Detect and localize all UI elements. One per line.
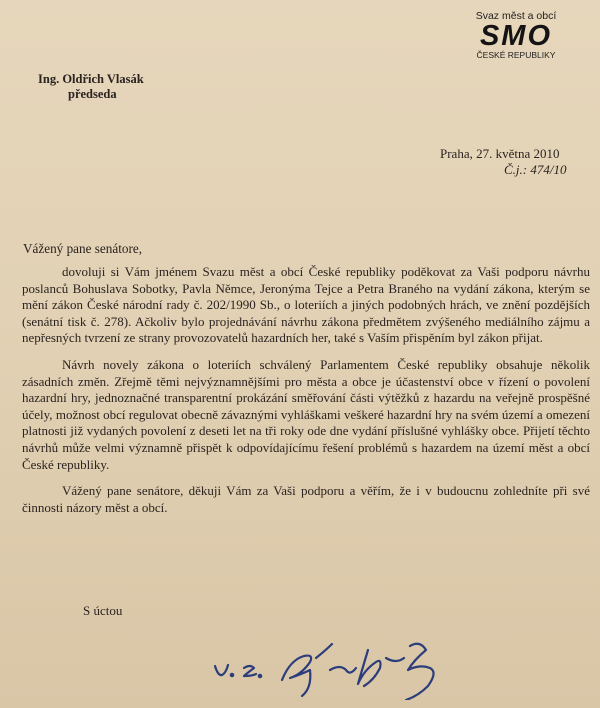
closing: S úctou	[83, 603, 123, 618]
sender-role: předseda	[68, 87, 117, 101]
smo-logo	[466, 10, 566, 60]
body-paragraph: Vážený pane senátore, děkuji Vám za Vaši podporu a věřím, že i v budoucnu zohledníte při své činnosti názory měst a obcí.	[22, 483, 590, 515]
salutation: Vážený pane senátore,	[23, 241, 142, 256]
sender-block	[38, 72, 144, 102]
body-paragraph: Návrh novely zákona o loteriích schválený Parlamentem České republiky obsahuje několik zásadních změn. Zřejmě těmi nejvýznamnějšími pro města a obce je účastenství obce v řízení o povolení hazardní hry, jednoznačné transparentní prokázání směřování části výtěžků z hazardu na veřejně prospěšné účely, možnost obcí regulovat obecně závaznými vyhláškami veškeré hazardní hry na svém území a omezení platnosti již vydaných povolení z deseti let na tři roky ode dne vydání příslušné vyhlášky obce. Přijetí těchto návrhů může velmi významně přispět k odpovídajícímu řešení problémů s hazardem na území měst a obcí České republiky.	[22, 356, 590, 472]
logo-top-text: Svaz měst a obcí	[475, 10, 557, 22]
letter-body	[22, 264, 590, 526]
date-reference-block	[440, 146, 566, 178]
logo-mark: SMO	[479, 20, 553, 52]
body-paragraph: dovoluji si Vám jménem Svazu měst a obcí České republiky poděkovat za Vaši podporu návrhu poslanců Bohuslava Sobotky, Pavla Němce, Jeronýma Tejce a Petra Braného na vydání zákona, kterým se mění zákon České národní rady č. 202/1990 Sb., o loteriích a jiných podobných hrách, ve znění pozdějších (senátní tisk č. 278). Ačkoliv bylo projednávání návrhu zákona předmětem zvýšeného mediálního zájmu a nepřesných tvrzení ze strany provozovatelů hazardních her, také s Vaším přispěním byl zákon přijat.	[22, 264, 590, 346]
handwritten-signature	[210, 638, 480, 700]
date-line: Praha, 27. května 2010	[440, 146, 560, 161]
reference-number: Č.j.: 474/10	[504, 162, 567, 177]
logo-bottom-text: ČESKÉ REPUBLIKY	[476, 50, 556, 60]
sender-name: Ing. Oldřich Vlasák	[38, 72, 144, 86]
